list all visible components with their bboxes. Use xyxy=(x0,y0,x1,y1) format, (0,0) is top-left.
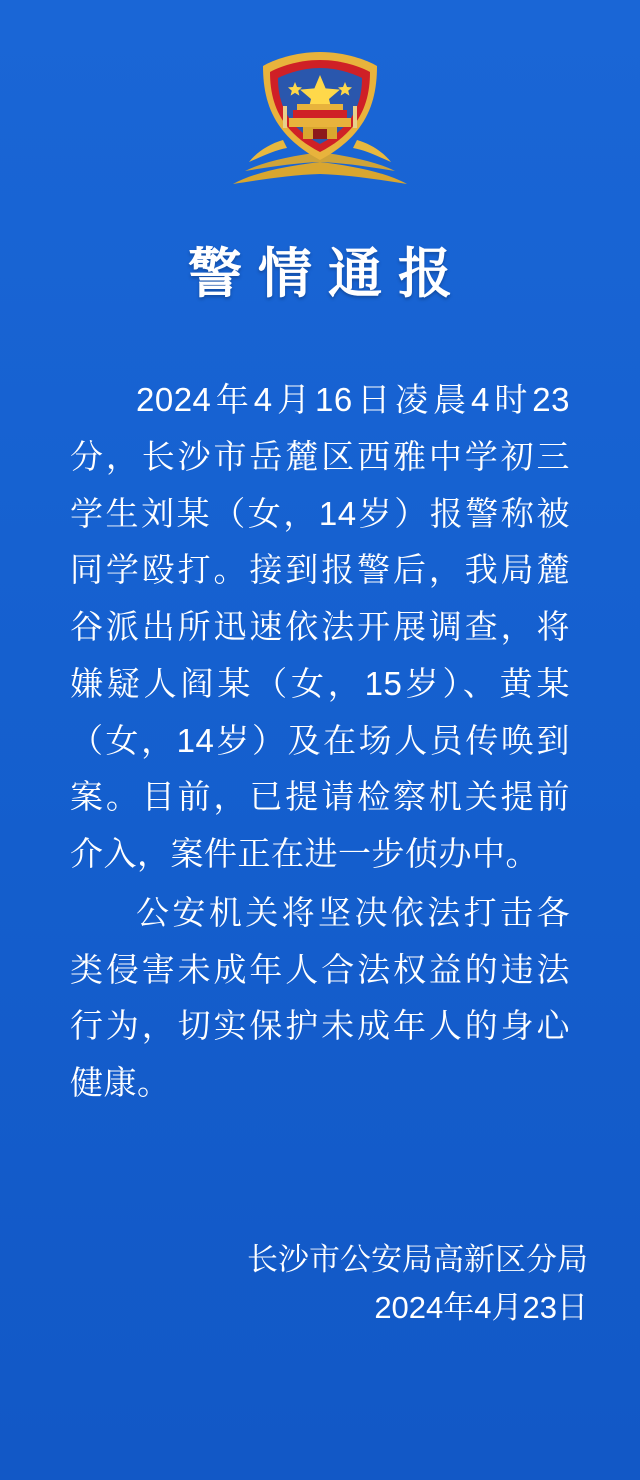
signature-organization: 长沙市公安局高新区分局 xyxy=(247,1241,588,1277)
signature-block xyxy=(88,1236,588,1332)
notice-paragraph-2: 公安机关将坚决依法打击各类侵害未成年人合法权益的违法行为，切实保护未成年人的身心健康。 xyxy=(70,893,570,1101)
police-badge-emblem xyxy=(225,44,415,194)
page-title: 警情通报 xyxy=(188,241,468,305)
notice-body xyxy=(70,372,570,1114)
notice-paragraph-1: 2024年4月16日凌晨4时23分，长沙市岳麓区西雅中学初三学生刘某（女，14岁）报警称被同学殴打。接到报警后，我局麓谷派出所迅速依法开展调查，将嫌疑人阎某（女，15岁）、黄某（女，14岁）及在场人员传唤到案。目前，已提请检察机关提前介入，案件正在进一步侦办中。 xyxy=(70,381,570,872)
signature-date: 2024年4月23日 xyxy=(374,1289,588,1325)
